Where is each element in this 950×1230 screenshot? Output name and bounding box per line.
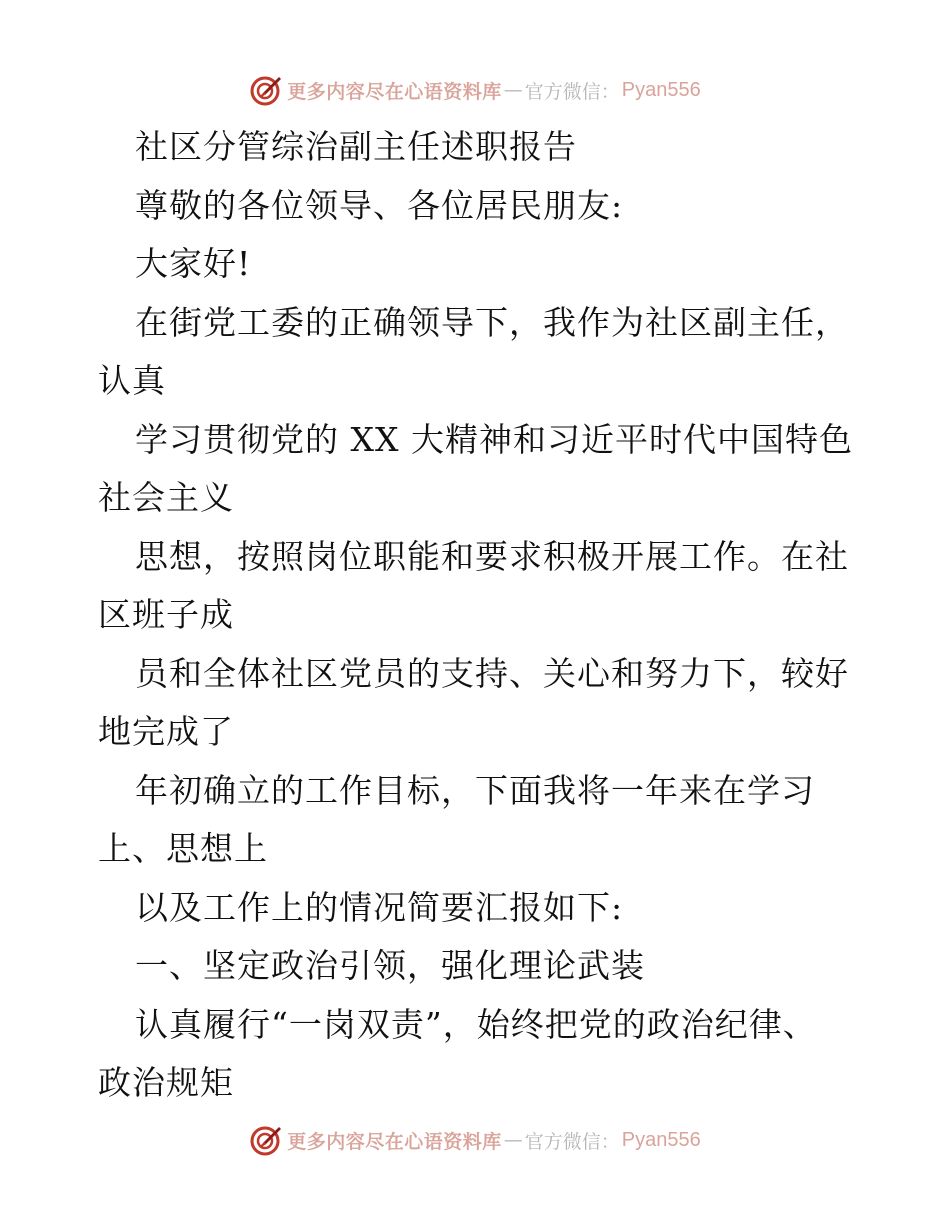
text-line: 大家好! (135, 244, 252, 283)
text-line: 年初确立的工作目标，下面我将一年来在学习 (135, 770, 815, 810)
banner-official-label: 官方微信： (524, 1130, 620, 1153)
banner-official-label: 官方微信： (524, 80, 620, 103)
document-body (98, 118, 858, 1113)
text-line: 地完成了 (98, 712, 234, 751)
banner-separator: — (503, 1129, 523, 1151)
text-line: 学习贯彻党的 XX 大精神和习近平时代中国特色 (135, 419, 853, 459)
text-line: 员和全体社区党员的支持、关心和努力下，较好 (135, 653, 849, 693)
banner-wechat-id: Pyan556 (621, 78, 701, 101)
text-line: 认真 (98, 361, 166, 400)
text-line: 区班子成 (98, 595, 234, 634)
footer-banner (0, 1120, 950, 1160)
text-line: 政治规矩 (98, 1063, 234, 1102)
header-banner (0, 70, 950, 110)
text-line: 以及工作上的情况简要汇报如下: (135, 887, 624, 927)
text-line: 上、思想上 (98, 829, 268, 868)
text-line: 认真履行“一岗双责”，始终把党的政治纪律、 (135, 1004, 817, 1044)
brush-logo-icon (249, 73, 283, 107)
banner-text: 更多内容尽在心语资料库 (287, 80, 502, 103)
banner-separator: — (503, 79, 523, 101)
text-line: 思想，按照岗位职能和要求积极开展工作。在社 (135, 536, 849, 576)
section-heading: 一、坚定政治引领，强化理论武装 (135, 946, 645, 985)
document-title: 社区分管综治副主任述职报告 (135, 127, 577, 166)
text-line: 社会主义 (98, 478, 234, 517)
text-line: 在街党工委的正确领导下，我作为社区副主任， (135, 302, 849, 342)
banner-text: 更多内容尽在心语资料库 (287, 1130, 502, 1153)
brush-logo-icon (249, 1123, 283, 1157)
text-line: 尊敬的各位领导、各位居民朋友: (135, 185, 624, 225)
banner-wechat-id: Pyan556 (621, 1128, 701, 1151)
